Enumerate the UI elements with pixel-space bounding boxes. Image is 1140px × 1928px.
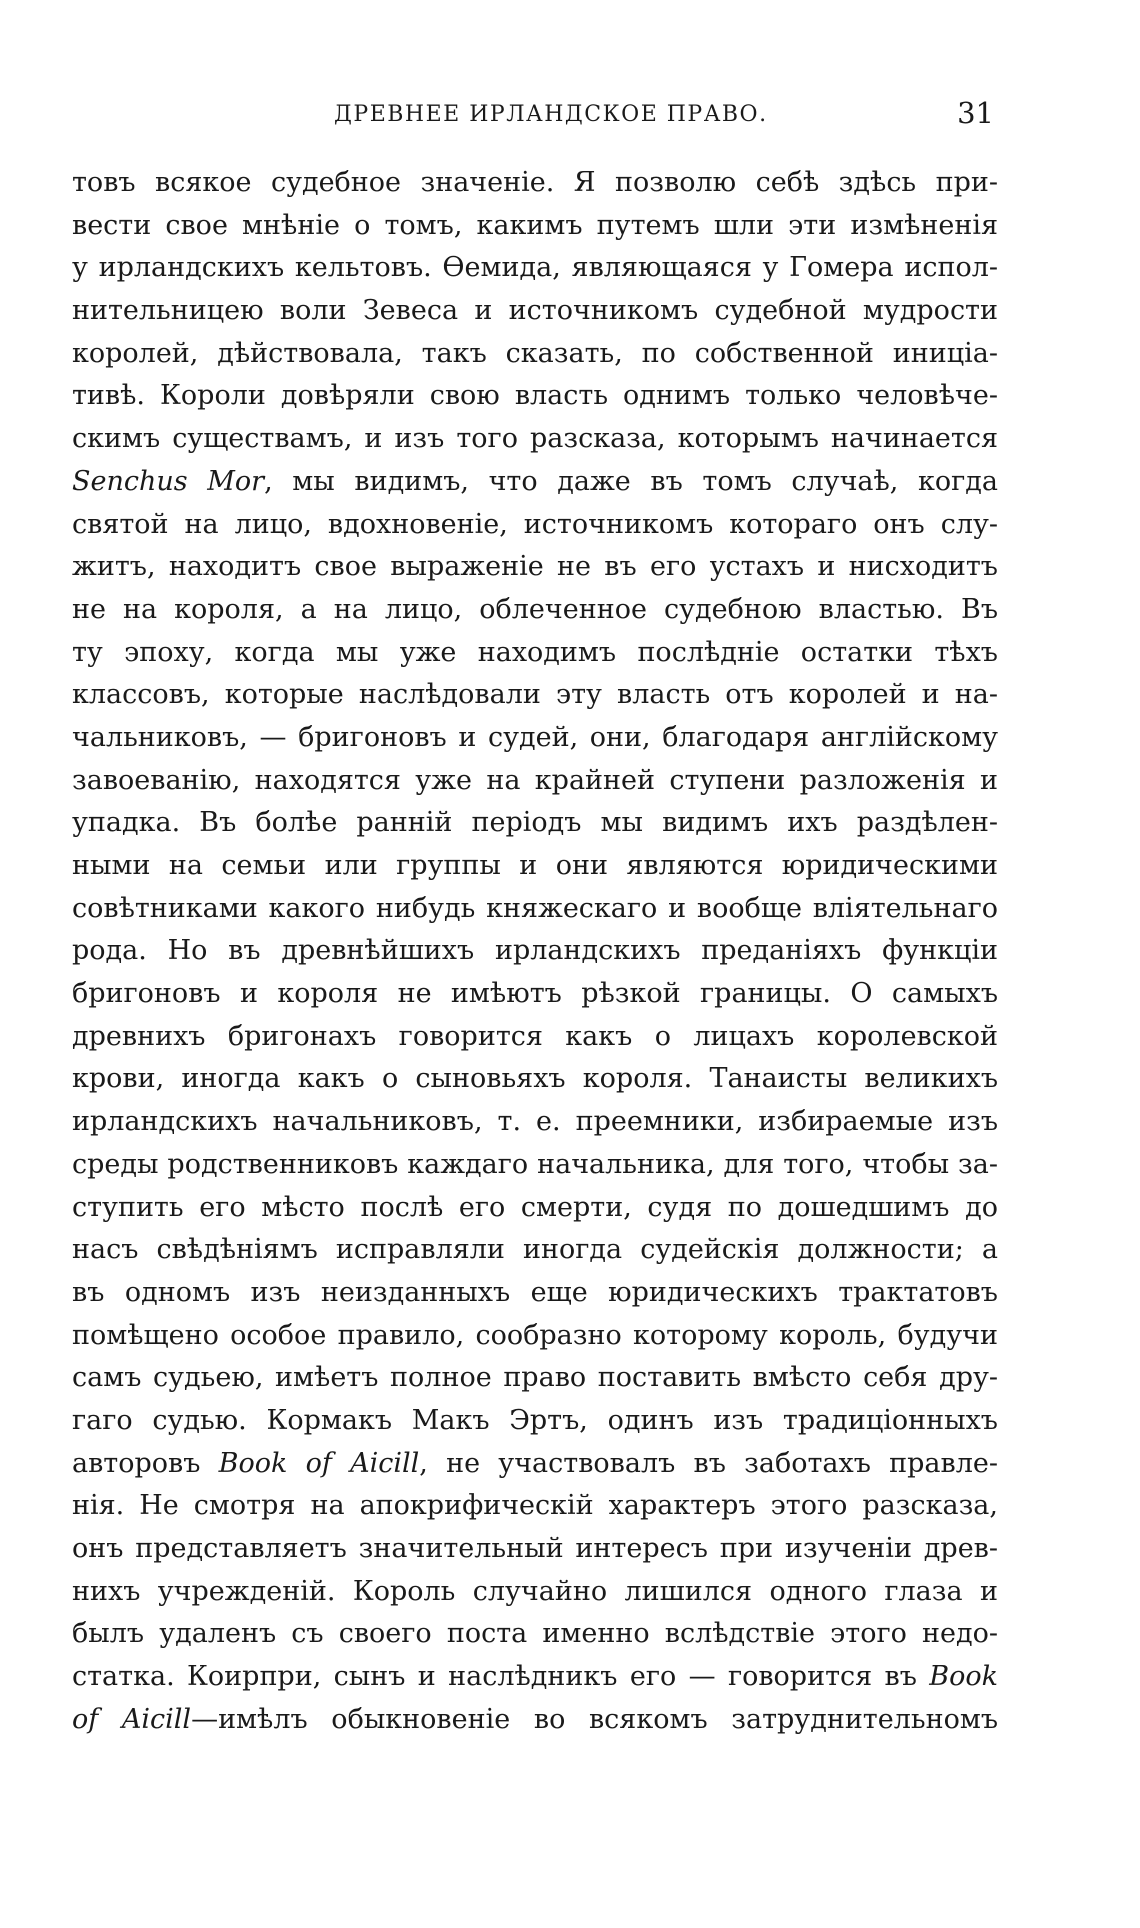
text-line: [72, 1357, 998, 1400]
text-span: у ирландскихъ кельтовъ. Ѳемида, являющаяся у Гомера испол-: [72, 252, 998, 284]
text-line: [72, 1485, 998, 1528]
text-line: [72, 1315, 998, 1358]
text-line: [72, 802, 998, 845]
text-span: классовъ, которые наслѣдовали эту власть отъ королей и на-: [72, 679, 998, 711]
text-span: крови, иногда какъ о сыновьяхъ короля. Танаисты великихъ: [72, 1063, 998, 1095]
text-line: [72, 290, 998, 333]
text-span: въ одномъ изъ неизданныхъ еще юридическихъ трактатовъ: [72, 1276, 998, 1308]
text-line: [72, 1571, 998, 1614]
text-span: былъ удаленъ съ своего поста именно вслѣдствіе этого недо-: [72, 1618, 998, 1650]
text-line: [72, 1613, 998, 1656]
text-span: ступить его мѣсто послѣ его смерти, судя по дошедшимъ до: [72, 1191, 998, 1223]
body-text: [72, 162, 998, 1741]
text-span: житъ, находитъ свое выраженіе не въ его устахъ и нисходитъ: [72, 551, 998, 583]
text-line: [72, 504, 998, 547]
text-line: [72, 461, 998, 504]
italic-title: Book: [929, 1661, 998, 1693]
italic-title: of Aicill: [72, 1703, 192, 1735]
text-span: нительницею воли Зевеса и источникомъ судебной мудрости: [72, 295, 998, 327]
text-line: [72, 760, 998, 803]
page-header: [72, 96, 1000, 136]
text-line: [72, 247, 998, 290]
text-span: тивѣ. Короли довѣряли свою власть однимъ только человѣче-: [72, 380, 998, 412]
text-span: товъ всякое судебное значеніе. Я позволю себѣ здѣсь при-: [72, 167, 998, 198]
italic-title: Senchus Mor: [72, 465, 265, 497]
text-line: [72, 845, 998, 888]
text-span: —имѣлъ обыкновеніе во всякомъ затруднительномъ: [191, 1703, 998, 1735]
text-line: [72, 162, 998, 205]
text-line: [72, 205, 998, 248]
text-line: [72, 375, 998, 418]
text-line: [72, 930, 998, 973]
text-line: [72, 717, 998, 760]
text-span: нія. Не смотря на апокрифическій характеръ этого разсказа,: [72, 1490, 998, 1522]
text-span: гаго судью. Кормакъ Макъ Эртъ, одинъ изъ традиціонныхъ: [72, 1404, 998, 1436]
text-span: совѣтниками какого нибудь княжескаго и вообще вліятельнаго: [72, 892, 998, 924]
text-span: авторовъ: [72, 1447, 219, 1479]
text-line: [72, 1400, 998, 1443]
text-line: [72, 1699, 998, 1742]
text-span: , не участвовалъ въ заботахъ правле-: [419, 1447, 998, 1479]
text-span: , мы видимъ, что даже въ томъ случаѣ, когда: [264, 465, 998, 497]
text-line: [72, 1528, 998, 1571]
text-span: ными на семьи или группы и они являются юридическими: [72, 850, 998, 881]
text-line: [72, 674, 998, 717]
text-span: насъ свѣдѣніямъ исправляли иногда судейскія должности; а: [72, 1234, 998, 1266]
text-line: [72, 333, 998, 376]
text-line: [72, 546, 998, 589]
text-span: рода. Но въ древнѣйшихъ ирландскихъ преданіяхъ функціи: [72, 935, 998, 967]
text-span: святой на лицо, вдохновеніе, источникомъ котораго онъ слу-: [72, 508, 998, 540]
text-line: [72, 1144, 998, 1187]
text-span: нихъ учрежденій. Король случайно лишился одного глаза и: [72, 1575, 998, 1607]
text-span: ту эпоху, когда мы уже находимъ послѣдніе остатки тѣхъ: [72, 636, 998, 668]
text-span: самъ судьею, имѣетъ полное право поставить вмѣсто себя дру-: [72, 1362, 998, 1394]
text-line: [72, 973, 998, 1016]
text-line: [72, 1101, 998, 1144]
text-span: королей, дѣйствовала, такъ сказать, по собственной иниціа-: [72, 337, 998, 369]
text-line: [72, 1187, 998, 1230]
text-span: онъ представляетъ значительный интересъ при изученіи древ-: [72, 1533, 998, 1564]
text-span: завоеванію, находятся уже на крайней ступени разложенія и: [72, 764, 998, 796]
text-span: среды родственниковъ каждаго начальника, для того, чтобы за-: [72, 1148, 998, 1180]
text-span: не на короля, а на лицо, облеченное судебною властью. Въ: [72, 593, 998, 625]
text-line: [72, 418, 998, 461]
text-span: скимъ существамъ, и изъ того разсказа, которымъ начинается: [72, 423, 998, 455]
text-span: чальниковъ, — бригоновъ и судей, они, благодаря англійскому: [72, 721, 998, 753]
text-span: древнихъ бригонахъ говорится какъ о лицахъ королевской: [72, 1020, 998, 1052]
text-line: [72, 1016, 998, 1059]
text-span: ирландскихъ начальниковъ, т. е. преемники, избираемые изъ: [72, 1106, 998, 1138]
italic-title: Book of Aicill: [218, 1447, 420, 1479]
text-line: [72, 1656, 998, 1699]
text-span: статка. Коирпри, сынъ и наслѣдникъ его — говорится въ: [72, 1661, 930, 1693]
text-line: [72, 1058, 998, 1101]
text-line: [72, 1272, 998, 1315]
text-span: упадка. Въ болѣе ранній періодъ мы видимъ ихъ раздѣлен-: [72, 807, 998, 839]
text-line: [72, 632, 998, 675]
text-line: [72, 1443, 998, 1486]
text-span: бригоновъ и короля не имѣютъ рѣзкой границы. О самыхъ: [72, 978, 998, 1010]
text-line: [72, 1229, 998, 1272]
text-line: [72, 589, 998, 632]
page-number: 31: [957, 96, 994, 130]
running-title: ДРЕВНЕЕ ИРЛАНДСКОЕ ПРАВО.: [334, 102, 768, 127]
text-span: вести свое мнѣніе о томъ, какимъ путемъ шли эти измѣненія: [72, 209, 998, 241]
text-span: помѣщено особое правило, сообразно которому король, будучи: [72, 1319, 998, 1351]
text-line: [72, 888, 998, 931]
